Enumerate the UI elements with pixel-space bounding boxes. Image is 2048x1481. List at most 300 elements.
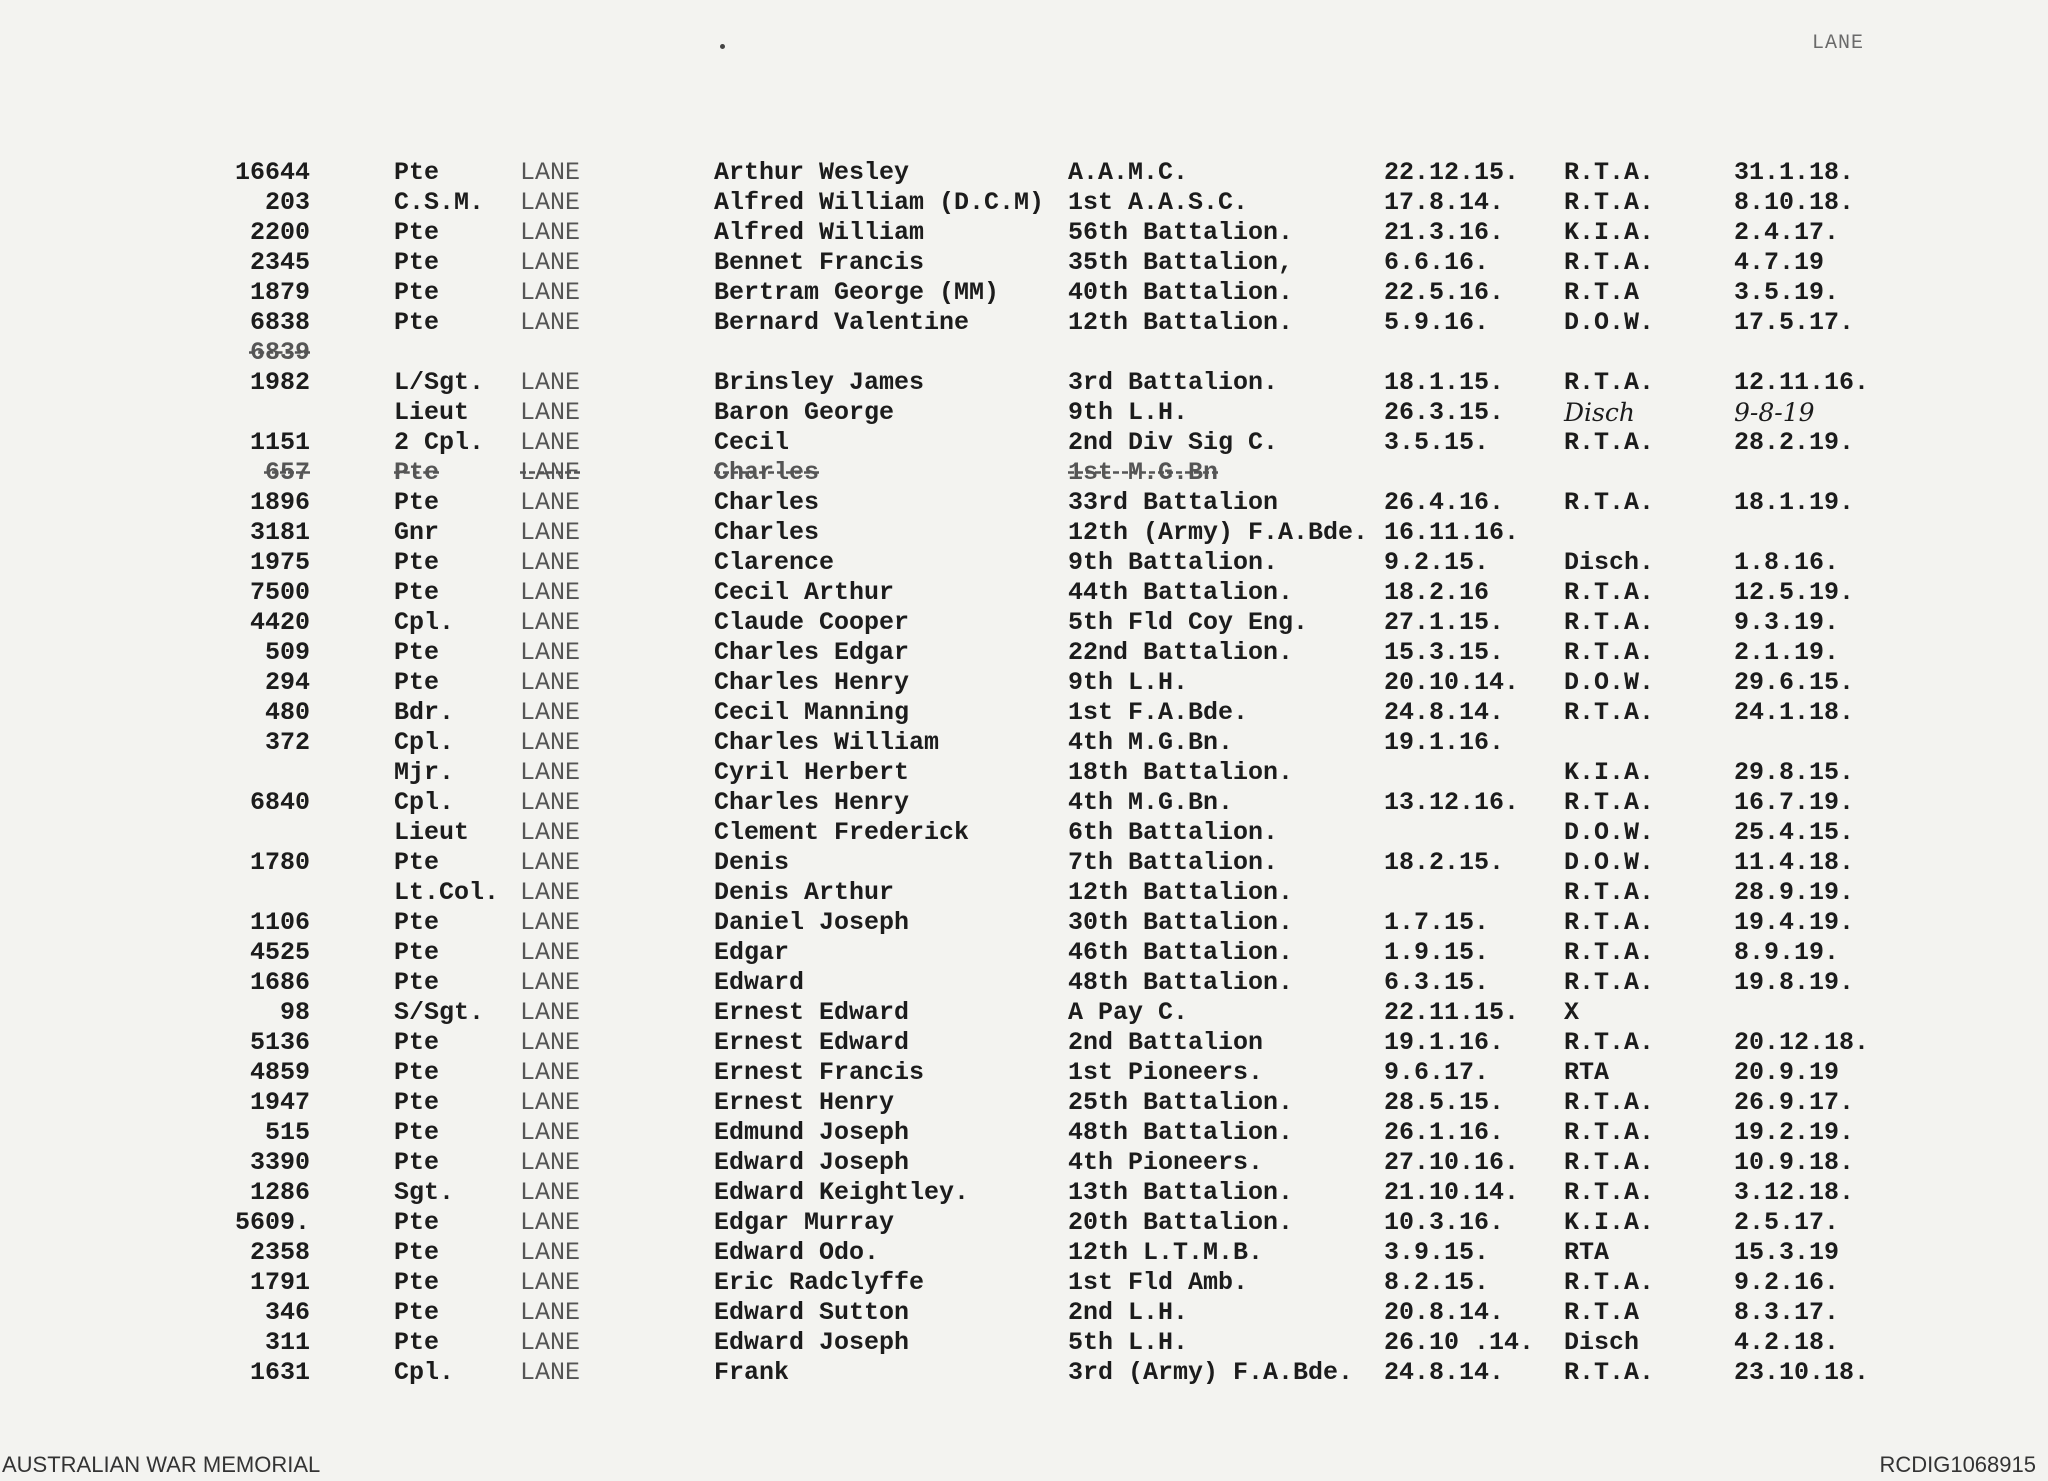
fate: R.T.A. <box>1564 608 1655 637</box>
fate: R.T.A. <box>1564 1268 1655 1297</box>
surname: LANE <box>520 278 581 307</box>
given-names: Edward Keightley. <box>714 1178 970 1207</box>
unit: 1st A.A.S.C. <box>1068 188 1249 217</box>
rank: Sgt. <box>394 1178 455 1207</box>
fate-date: 28.2.19. <box>1734 428 1855 457</box>
unit: 56th Battalion. <box>1068 218 1294 247</box>
surname: LANE <box>520 188 581 217</box>
fate-date: 11.4.18. <box>1734 848 1855 877</box>
unit: 9th L.H. <box>1068 668 1189 697</box>
fate: R.T.A. <box>1564 878 1655 907</box>
fate-date: 16.7.19. <box>1734 788 1855 817</box>
unit: 1st Pioneers. <box>1068 1058 1264 1087</box>
unit: 30th Battalion. <box>1068 908 1294 937</box>
fate: R.T.A. <box>1564 698 1655 727</box>
enlistment-date: 20.8.14. <box>1384 1298 1505 1327</box>
unit: 9th Battalion. <box>1068 548 1279 577</box>
given-names: Cecil Manning <box>714 698 910 727</box>
surname: LANE <box>520 1358 581 1387</box>
fate-date: 9-8-19 <box>1734 398 1815 427</box>
fate: R.T.A. <box>1564 158 1655 187</box>
service-number: 509 <box>264 638 310 667</box>
surname: LANE <box>520 578 581 607</box>
surname: LANE <box>520 908 581 937</box>
enlistment-date: 18.2.15. <box>1384 848 1505 877</box>
service-number: 2345 <box>249 248 310 277</box>
rank: L/Sgt. <box>394 368 485 397</box>
service-number: 2358 <box>249 1238 310 1267</box>
given-names: Clarence <box>714 548 835 577</box>
fate: R.T.A. <box>1564 788 1655 817</box>
service-number: 1879 <box>249 278 310 307</box>
fate: R.T.A. <box>1564 248 1655 277</box>
rank: Pte <box>394 578 440 607</box>
given-names: Charles William <box>714 728 940 757</box>
enlistment-date: 24.8.14. <box>1384 698 1505 727</box>
rank: Pte <box>394 548 440 577</box>
surname: LANE <box>520 1268 581 1297</box>
rank: Pte <box>394 848 440 877</box>
rank: Mjr. <box>394 758 455 787</box>
service-number: 1982 <box>249 368 310 397</box>
fate-date: 18.1.19. <box>1734 488 1855 517</box>
rank: Gnr <box>394 518 440 547</box>
fate-date: 28.9.19. <box>1734 878 1855 907</box>
service-number: 5609. <box>234 1208 310 1237</box>
fate: R.T.A. <box>1564 908 1655 937</box>
service-number: 4859 <box>249 1058 310 1087</box>
surname: LANE <box>520 428 581 457</box>
surname: LANE <box>520 458 581 487</box>
given-names: Edgar Murray <box>714 1208 895 1237</box>
given-names: Edward Joseph <box>714 1148 910 1177</box>
rank: Lieut <box>394 818 470 847</box>
fate: D.O.W. <box>1564 818 1655 847</box>
surname: LANE <box>520 848 581 877</box>
enlistment-date: 1.9.15. <box>1384 938 1490 967</box>
unit: 4th M.G.Bn. <box>1068 728 1234 757</box>
unit: 35th Battalion, <box>1068 248 1294 277</box>
service-number: 6840 <box>249 788 310 817</box>
footer-record-id: RCDIG1068915 <box>1879 1452 2036 1477</box>
rank: Pte <box>394 308 440 337</box>
unit: 12th (Army) F.A.Bde. <box>1068 518 1369 547</box>
rank: Pte <box>394 908 440 937</box>
surname: LANE <box>520 368 581 397</box>
fate-date: 17.5.17. <box>1734 308 1855 337</box>
rank: Pte <box>394 968 440 997</box>
unit: 2nd Div Sig C. <box>1068 428 1279 457</box>
surname: LANE <box>520 818 581 847</box>
given-names: Cyril Herbert <box>714 758 910 787</box>
rank: Cpl. <box>394 728 455 757</box>
fate: R.T.A. <box>1564 428 1655 457</box>
service-number: 311 <box>264 1328 310 1357</box>
service-number: 346 <box>264 1298 310 1327</box>
service-number: 1896 <box>249 488 310 517</box>
fate-date: 9.2.16. <box>1734 1268 1840 1297</box>
rank: Bdr. <box>394 698 455 727</box>
unit: 12th Battalion. <box>1068 308 1294 337</box>
unit: 48th Battalion. <box>1068 1118 1294 1147</box>
enlistment-date: 26.1.16. <box>1384 1118 1505 1147</box>
fate-date: 20.9.19 <box>1734 1058 1840 1087</box>
given-names: Charles <box>714 458 820 487</box>
unit: 4th Pioneers. <box>1068 1148 1264 1177</box>
enlistment-date: 21.3.16. <box>1384 218 1505 247</box>
given-names: Charles <box>714 488 820 517</box>
unit: 1st F.A.Bde. <box>1068 698 1249 727</box>
fate-date: 31.1.18. <box>1734 158 1855 187</box>
rank: Pte <box>394 938 440 967</box>
unit: 12th Battalion. <box>1068 878 1294 907</box>
fate-date: 8.10.18. <box>1734 188 1855 217</box>
enlistment-date: 6.3.15. <box>1384 968 1490 997</box>
rank: Pte <box>394 1058 440 1087</box>
enlistment-date: 9.2.15. <box>1384 548 1490 577</box>
enlistment-date: 9.6.17. <box>1384 1058 1490 1087</box>
service-number: 1686 <box>249 968 310 997</box>
surname: LANE <box>520 938 581 967</box>
rank: Pte <box>394 1148 440 1177</box>
unit: 20th Battalion. <box>1068 1208 1294 1237</box>
given-names: Alfred William <box>714 218 925 247</box>
fate-date: 29.6.15. <box>1734 668 1855 697</box>
service-number: 372 <box>264 728 310 757</box>
enlistment-date: 18.2.16 <box>1384 578 1490 607</box>
fate-date: 1.8.16. <box>1734 548 1840 577</box>
fate: R.T.A. <box>1564 1088 1655 1117</box>
given-names: Edward Sutton <box>714 1298 910 1327</box>
surname: LANE <box>520 1118 581 1147</box>
service-number: 480 <box>264 698 310 727</box>
fate-date: 8.9.19. <box>1734 938 1840 967</box>
fate-date: 12.5.19. <box>1734 578 1855 607</box>
surname: LANE <box>520 308 581 337</box>
unit: 18th Battalion. <box>1068 758 1294 787</box>
service-number: 1975 <box>249 548 310 577</box>
fate-date: 20.12.18. <box>1734 1028 1870 1057</box>
fate-date: 19.2.19. <box>1734 1118 1855 1147</box>
rank: Pte <box>394 218 440 247</box>
fate: Disch <box>1564 398 1635 427</box>
fate-date: 19.8.19. <box>1734 968 1855 997</box>
fate: K.I.A. <box>1564 218 1655 247</box>
service-number: 6839 <box>249 338 310 367</box>
surname: LANE <box>520 1238 581 1267</box>
fate-date: 2.1.19. <box>1734 638 1840 667</box>
fate: D.O.W. <box>1564 848 1655 877</box>
unit: 5th L.H. <box>1068 1328 1189 1357</box>
surname: LANE <box>520 488 581 517</box>
rank: Pte <box>394 638 440 667</box>
unit: 2nd L.H. <box>1068 1298 1189 1327</box>
rank: Pte <box>394 1238 440 1267</box>
rank: Pte <box>394 1208 440 1237</box>
enlistment-date: 26.4.16. <box>1384 488 1505 517</box>
surname: LANE <box>520 1178 581 1207</box>
rank: Pte <box>394 488 440 517</box>
rank: Pte <box>394 1118 440 1147</box>
fate: RTA <box>1564 1238 1610 1267</box>
fate-date: 15.3.19 <box>1734 1238 1840 1267</box>
given-names: Charles Henry <box>714 668 910 697</box>
rank: Cpl. <box>394 1358 455 1387</box>
rank: Pte <box>394 248 440 277</box>
rank: Cpl. <box>394 608 455 637</box>
enlistment-date: 22.11.15. <box>1384 998 1520 1027</box>
fate-date: 29.8.15. <box>1734 758 1855 787</box>
given-names: Edward Joseph <box>714 1328 910 1357</box>
surname: LANE <box>520 668 581 697</box>
enlistment-date: 22.5.16. <box>1384 278 1505 307</box>
enlistment-date: 8.2.15. <box>1384 1268 1490 1297</box>
rank: Lieut <box>394 398 470 427</box>
footer-institution: AUSTRALIAN WAR MEMORIAL <box>2 1452 321 1477</box>
enlistment-date: 18.1.15. <box>1384 368 1505 397</box>
unit: 40th Battalion. <box>1068 278 1294 307</box>
service-number: 1631 <box>249 1358 310 1387</box>
fate-date: 8.3.17. <box>1734 1298 1840 1327</box>
surname: LANE <box>520 638 581 667</box>
fate-date: 26.9.17. <box>1734 1088 1855 1117</box>
unit: 22nd Battalion. <box>1068 638 1294 667</box>
given-names: Charles <box>714 518 820 547</box>
fate-date: 10.9.18. <box>1734 1148 1855 1177</box>
fate-date: 2.4.17. <box>1734 218 1840 247</box>
surname: LANE <box>520 1328 581 1357</box>
rank: C.S.M. <box>394 188 485 217</box>
rank: S/Sgt. <box>394 998 485 1027</box>
enlistment-date: 24.8.14. <box>1384 1358 1505 1387</box>
given-names: Daniel Joseph <box>714 908 910 937</box>
given-names: Charles Edgar <box>714 638 910 667</box>
enlistment-date: 3.5.15. <box>1384 428 1490 457</box>
rank: Pte <box>394 1268 440 1297</box>
unit: 46th Battalion. <box>1068 938 1294 967</box>
rank: Pte <box>394 458 440 487</box>
enlistment-date: 13.12.16. <box>1384 788 1520 817</box>
enlistment-date: 19.1.16. <box>1384 728 1505 757</box>
enlistment-date: 22.12.15. <box>1384 158 1520 187</box>
ink-dot <box>720 44 725 49</box>
surname: LANE <box>520 698 581 727</box>
surname: LANE <box>520 548 581 577</box>
fate: K.I.A. <box>1564 758 1655 787</box>
service-number: 4420 <box>249 608 310 637</box>
given-names: Bernard Valentine <box>714 308 970 337</box>
service-number: 657 <box>264 458 310 487</box>
given-names: Ernest Francis <box>714 1058 925 1087</box>
given-names: Ernest Edward <box>714 1028 910 1057</box>
fate: R.T.A. <box>1564 938 1655 967</box>
service-number: 7500 <box>249 578 310 607</box>
fate-date: 3.5.19. <box>1734 278 1840 307</box>
given-names: Eric Radclyffe <box>714 1268 925 1297</box>
unit: 3rd Battalion. <box>1068 368 1279 397</box>
given-names: Edward <box>714 968 805 997</box>
given-names: Bennet Francis <box>714 248 925 277</box>
surname: LANE <box>520 758 581 787</box>
unit: 1st Fld Amb. <box>1068 1268 1249 1297</box>
fate: Disch. <box>1564 548 1655 577</box>
surname: LANE <box>520 398 581 427</box>
fate-date: 23.10.18. <box>1734 1358 1870 1387</box>
service-number: 1151 <box>249 428 310 457</box>
enlistment-date: 10.3.16. <box>1384 1208 1505 1237</box>
enlistment-date: 20.10.14. <box>1384 668 1520 697</box>
unit: A.A.M.C. <box>1068 158 1189 187</box>
rank: Pte <box>394 278 440 307</box>
fate: R.T.A. <box>1564 1178 1655 1207</box>
rank: Pte <box>394 1088 440 1117</box>
service-number: 4525 <box>249 938 310 967</box>
unit: 13th Battalion. <box>1068 1178 1294 1207</box>
surname: LANE <box>520 1298 581 1327</box>
service-number: 1780 <box>249 848 310 877</box>
given-names: Cecil <box>714 428 790 457</box>
fate-date: 2.5.17. <box>1734 1208 1840 1237</box>
enlistment-date: 27.1.15. <box>1384 608 1505 637</box>
service-number: 294 <box>264 668 310 697</box>
fate-date: 4.7.19 <box>1734 248 1825 277</box>
unit: 25th Battalion. <box>1068 1088 1294 1117</box>
service-number: 1791 <box>249 1268 310 1297</box>
unit: A Pay C. <box>1068 998 1189 1027</box>
fate: R.T.A. <box>1564 578 1655 607</box>
fate: R.T.A <box>1564 278 1640 307</box>
given-names: Charles Henry <box>714 788 910 817</box>
service-number: 2200 <box>249 218 310 247</box>
unit: 3rd (Army) F.A.Bde. <box>1068 1358 1354 1387</box>
unit: 5th Fld Coy Eng. <box>1068 608 1309 637</box>
service-number: 1286 <box>249 1178 310 1207</box>
service-number: 203 <box>264 188 310 217</box>
surname: LANE <box>520 968 581 997</box>
fate: RTA <box>1564 1058 1610 1087</box>
enlistment-date: 6.6.16. <box>1384 248 1490 277</box>
given-names: Brinsley James <box>714 368 925 397</box>
service-number: 1106 <box>249 908 310 937</box>
surname: LANE <box>520 1058 581 1087</box>
fate: R.T.A. <box>1564 1148 1655 1177</box>
service-number: 1947 <box>249 1088 310 1117</box>
rank: Pte <box>394 668 440 697</box>
rank: 2 Cpl. <box>394 428 485 457</box>
fate: K.I.A. <box>1564 1208 1655 1237</box>
unit: 9th L.H. <box>1068 398 1189 427</box>
service-number: 3390 <box>249 1148 310 1177</box>
fate: R.T.A. <box>1564 188 1655 217</box>
enlistment-date: 5.9.16. <box>1384 308 1490 337</box>
surname: LANE <box>520 788 581 817</box>
given-names: Ernest Edward <box>714 998 910 1027</box>
fate-date: 12.11.16. <box>1734 368 1870 397</box>
fate: Disch <box>1564 1328 1640 1357</box>
surname: LANE <box>520 248 581 277</box>
fate-date: 9.3.19. <box>1734 608 1840 637</box>
fate: R.T.A. <box>1564 638 1655 667</box>
given-names: Edgar <box>714 938 790 967</box>
fate: R.T.A <box>1564 1298 1640 1327</box>
rank: Pte <box>394 1028 440 1057</box>
surname: LANE <box>520 728 581 757</box>
unit: 33rd Battalion <box>1068 488 1279 517</box>
unit: 12th L.T.M.B. <box>1068 1238 1264 1267</box>
given-names: Ernest Henry <box>714 1088 895 1117</box>
fate-date: 4.2.18. <box>1734 1328 1840 1357</box>
unit: 1st M.G.Bn <box>1068 458 1219 487</box>
surname: LANE <box>520 608 581 637</box>
fate-date: 19.4.19. <box>1734 908 1855 937</box>
service-number: 98 <box>279 998 310 1027</box>
rank: Pte <box>394 1328 440 1357</box>
surname: LANE <box>520 878 581 907</box>
enlistment-date: 3.9.15. <box>1384 1238 1490 1267</box>
fate: R.T.A. <box>1564 488 1655 517</box>
surname: LANE <box>520 518 581 547</box>
surname: LANE <box>520 1028 581 1057</box>
fate: D.O.W. <box>1564 668 1655 697</box>
given-names: Arthur Wesley <box>714 158 910 187</box>
fate-date: 3.12.18. <box>1734 1178 1855 1207</box>
enlistment-date: 1.7.15. <box>1384 908 1490 937</box>
service-number: 5136 <box>249 1028 310 1057</box>
unit: 2nd Battalion <box>1068 1028 1264 1057</box>
enlistment-date: 27.10.16. <box>1384 1148 1520 1177</box>
given-names: Alfred William (D.C.M) <box>714 188 1045 217</box>
fate: R.T.A. <box>1564 968 1655 997</box>
enlistment-date: 21.10.14. <box>1384 1178 1520 1207</box>
unit: 44th Battalion. <box>1068 578 1294 607</box>
rank: Pte <box>394 158 440 187</box>
surname: LANE <box>520 1208 581 1237</box>
fate: X <box>1564 998 1580 1027</box>
given-names: Baron George <box>714 398 895 427</box>
fate: R.T.A. <box>1564 1358 1655 1387</box>
enlistment-date: 26.10 .14. <box>1384 1328 1535 1357</box>
unit: 4th M.G.Bn. <box>1068 788 1234 817</box>
service-number: 515 <box>264 1118 310 1147</box>
enlistment-date: 26.3.15. <box>1384 398 1505 427</box>
surname: LANE <box>520 158 581 187</box>
service-number: 6838 <box>249 308 310 337</box>
unit: 6th Battalion. <box>1068 818 1279 847</box>
rank: Cpl. <box>394 788 455 817</box>
enlistment-date: 15.3.15. <box>1384 638 1505 667</box>
given-names: Edward Odo. <box>714 1238 880 1267</box>
enlistment-date: 17.8.14. <box>1384 188 1505 217</box>
surname: LANE <box>520 1148 581 1177</box>
given-names: Clement Frederick <box>714 818 970 847</box>
rank: Pte <box>394 1298 440 1327</box>
given-names: Frank <box>714 1358 790 1387</box>
page-header-tag: LANE <box>1812 32 1865 55</box>
surname: LANE <box>520 1088 581 1117</box>
rank: Lt.Col. <box>394 878 500 907</box>
unit: 7th Battalion. <box>1068 848 1279 877</box>
enlistment-date: 16.11.16. <box>1384 518 1520 547</box>
fate: D.O.W. <box>1564 308 1655 337</box>
given-names: Claude Cooper <box>714 608 910 637</box>
given-names: Bertram George (MM) <box>714 278 1000 307</box>
surname: LANE <box>520 998 581 1027</box>
fate: R.T.A. <box>1564 1028 1655 1057</box>
unit: 48th Battalion. <box>1068 968 1294 997</box>
fate: R.T.A. <box>1564 1118 1655 1147</box>
fate-date: 24.1.18. <box>1734 698 1855 727</box>
service-number: 3181 <box>249 518 310 547</box>
